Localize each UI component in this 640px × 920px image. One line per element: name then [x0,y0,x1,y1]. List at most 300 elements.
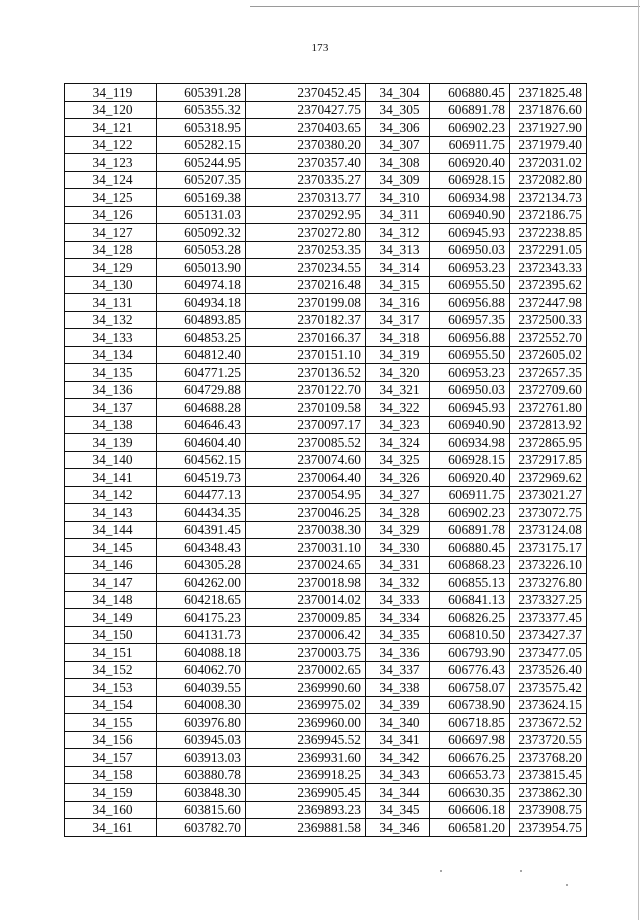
table-row [65,101,587,119]
x-coordinate-right-cell: 606891.78 [430,521,510,539]
table-row [65,749,587,767]
x-coordinate-right-cell: 606826.25 [430,609,510,627]
x-coordinate-right-cell: 606928.15 [430,171,510,189]
table-row [65,731,587,749]
x-coordinate-right-cell: 606697.98 [430,731,510,749]
x-coordinate-left-cell: 605207.35 [157,171,246,189]
x-coordinate-left-cell: 604039.55 [157,679,246,697]
table-row [65,294,587,312]
point-id-right-cell: 34_315 [366,276,430,294]
y-coordinate-left-cell: 2369905.45 [246,784,366,802]
y-coordinate-left-cell: 2370182.37 [246,311,366,329]
y-coordinate-right-cell: 2372709.60 [510,381,587,399]
point-id-left-cell: 34_147 [65,574,157,592]
table-row [65,679,587,697]
scan-edge-right [638,0,639,920]
table-row [65,416,587,434]
y-coordinate-right-cell: 2372343.33 [510,259,587,277]
y-coordinate-right-cell: 2373226.10 [510,556,587,574]
y-coordinate-right-cell: 2372865.95 [510,434,587,452]
y-coordinate-left-cell: 2370085.52 [246,434,366,452]
point-id-left-cell: 34_160 [65,801,157,819]
table-row [65,609,587,627]
y-coordinate-right-cell: 2372657.35 [510,364,587,382]
y-coordinate-left-cell: 2369893.23 [246,801,366,819]
x-coordinate-right-cell: 606738.90 [430,696,510,714]
table-row [65,801,587,819]
x-coordinate-right-cell: 606776.43 [430,661,510,679]
table-row [65,766,587,784]
y-coordinate-left-cell: 2370003.75 [246,644,366,662]
table-row [65,119,587,137]
y-coordinate-left-cell: 2370024.65 [246,556,366,574]
y-coordinate-left-cell: 2370253.35 [246,241,366,259]
x-coordinate-right-cell: 606934.98 [430,189,510,207]
x-coordinate-left-cell: 604604.40 [157,434,246,452]
point-id-left-cell: 34_127 [65,224,157,242]
table-row [65,434,587,452]
x-coordinate-left-cell: 604934.18 [157,294,246,312]
table-row [65,714,587,732]
point-id-left-cell: 34_146 [65,556,157,574]
point-id-left-cell: 34_155 [65,714,157,732]
y-coordinate-right-cell: 2372186.75 [510,206,587,224]
point-id-right-cell: 34_327 [366,486,430,504]
point-id-left-cell: 34_158 [65,766,157,784]
table-row [65,819,587,837]
y-coordinate-right-cell: 2371979.40 [510,136,587,154]
x-coordinate-left-cell: 604088.18 [157,644,246,662]
scan-speck [440,870,442,872]
table-row [65,206,587,224]
x-coordinate-left-cell: 604688.28 [157,399,246,417]
y-coordinate-left-cell: 2370109.58 [246,399,366,417]
table-row [65,521,587,539]
y-coordinate-left-cell: 2370074.60 [246,451,366,469]
x-coordinate-right-cell: 606950.03 [430,241,510,259]
x-coordinate-right-cell: 606902.23 [430,119,510,137]
x-coordinate-right-cell: 606880.45 [430,539,510,557]
y-coordinate-left-cell: 2370018.98 [246,574,366,592]
x-coordinate-left-cell: 603815.60 [157,801,246,819]
x-coordinate-right-cell: 606911.75 [430,486,510,504]
y-coordinate-left-cell: 2370031.10 [246,539,366,557]
point-id-right-cell: 34_306 [366,119,430,137]
scan-edge-top [250,6,640,7]
point-id-left-cell: 34_150 [65,626,157,644]
x-coordinate-right-cell: 606934.98 [430,434,510,452]
point-id-right-cell: 34_335 [366,626,430,644]
x-coordinate-right-cell: 606911.75 [430,136,510,154]
point-id-left-cell: 34_129 [65,259,157,277]
point-id-left-cell: 34_142 [65,486,157,504]
x-coordinate-right-cell: 606920.40 [430,154,510,172]
x-coordinate-left-cell: 604434.35 [157,504,246,522]
point-id-left-cell: 34_145 [65,539,157,557]
x-coordinate-right-cell: 606940.90 [430,416,510,434]
point-id-left-cell: 34_123 [65,154,157,172]
x-coordinate-left-cell: 603848.30 [157,784,246,802]
x-coordinate-right-cell: 606945.93 [430,399,510,417]
y-coordinate-right-cell: 2373377.45 [510,609,587,627]
y-coordinate-right-cell: 2373021.27 [510,486,587,504]
table-row [65,469,587,487]
x-coordinate-left-cell: 605092.32 [157,224,246,242]
x-coordinate-left-cell: 603880.78 [157,766,246,784]
x-coordinate-left-cell: 604477.13 [157,486,246,504]
y-coordinate-left-cell: 2370335.27 [246,171,366,189]
x-coordinate-left-cell: 605282.15 [157,136,246,154]
x-coordinate-left-cell: 604974.18 [157,276,246,294]
point-id-right-cell: 34_343 [366,766,430,784]
point-id-left-cell: 34_125 [65,189,157,207]
y-coordinate-right-cell: 2373768.20 [510,749,587,767]
y-coordinate-left-cell: 2369881.58 [246,819,366,837]
x-coordinate-right-cell: 606955.50 [430,346,510,364]
point-id-right-cell: 34_313 [366,241,430,259]
x-coordinate-right-cell: 606630.35 [430,784,510,802]
point-id-right-cell: 34_304 [366,84,430,102]
point-id-left-cell: 34_138 [65,416,157,434]
x-coordinate-right-cell: 606955.50 [430,276,510,294]
point-id-left-cell: 34_151 [65,644,157,662]
y-coordinate-left-cell: 2370292.95 [246,206,366,224]
point-id-right-cell: 34_309 [366,171,430,189]
point-id-left-cell: 34_121 [65,119,157,137]
point-id-right-cell: 34_339 [366,696,430,714]
table-row [65,661,587,679]
y-coordinate-left-cell: 2369945.52 [246,731,366,749]
point-id-right-cell: 34_307 [366,136,430,154]
point-id-left-cell: 34_154 [65,696,157,714]
y-coordinate-right-cell: 2371927.90 [510,119,587,137]
point-id-left-cell: 34_137 [65,399,157,417]
point-id-left-cell: 34_132 [65,311,157,329]
y-coordinate-right-cell: 2373908.75 [510,801,587,819]
point-id-right-cell: 34_311 [366,206,430,224]
table-row [65,644,587,662]
point-id-right-cell: 34_346 [366,819,430,837]
table-row [65,364,587,382]
x-coordinate-right-cell: 606950.03 [430,381,510,399]
scan-speck [566,884,568,886]
point-id-left-cell: 34_148 [65,591,157,609]
x-coordinate-right-cell: 606606.18 [430,801,510,819]
x-coordinate-left-cell: 604062.70 [157,661,246,679]
x-coordinate-left-cell: 604729.88 [157,381,246,399]
point-id-right-cell: 34_312 [366,224,430,242]
y-coordinate-left-cell: 2370272.80 [246,224,366,242]
table-row [65,311,587,329]
point-id-left-cell: 34_128 [65,241,157,259]
point-id-left-cell: 34_133 [65,329,157,347]
point-id-right-cell: 34_344 [366,784,430,802]
x-coordinate-right-cell: 606891.78 [430,101,510,119]
y-coordinate-left-cell: 2370046.25 [246,504,366,522]
table-row [65,381,587,399]
x-coordinate-left-cell: 604562.15 [157,451,246,469]
x-coordinate-right-cell: 606957.35 [430,311,510,329]
y-coordinate-left-cell: 2370064.40 [246,469,366,487]
point-id-left-cell: 34_130 [65,276,157,294]
point-id-left-cell: 34_149 [65,609,157,627]
y-coordinate-right-cell: 2371825.48 [510,84,587,102]
point-id-left-cell: 34_140 [65,451,157,469]
x-coordinate-left-cell: 605131.03 [157,206,246,224]
coordinates-table-body [65,84,587,837]
y-coordinate-right-cell: 2373575.42 [510,679,587,697]
x-coordinate-right-cell: 606920.40 [430,469,510,487]
y-coordinate-right-cell: 2371876.60 [510,101,587,119]
page-number: 173 [311,42,329,54]
table-row [65,696,587,714]
y-coordinate-right-cell: 2373526.40 [510,661,587,679]
table-row [65,574,587,592]
x-coordinate-left-cell: 605355.32 [157,101,246,119]
y-coordinate-left-cell: 2370427.75 [246,101,366,119]
x-coordinate-left-cell: 604008.30 [157,696,246,714]
y-coordinate-left-cell: 2370199.08 [246,294,366,312]
y-coordinate-left-cell: 2370216.48 [246,276,366,294]
x-coordinate-right-cell: 606956.88 [430,294,510,312]
point-id-right-cell: 34_334 [366,609,430,627]
point-id-right-cell: 34_331 [366,556,430,574]
x-coordinate-right-cell: 606868.23 [430,556,510,574]
point-id-left-cell: 34_119 [65,84,157,102]
y-coordinate-left-cell: 2370054.95 [246,486,366,504]
point-id-left-cell: 34_120 [65,101,157,119]
y-coordinate-left-cell: 2370002.65 [246,661,366,679]
x-coordinate-right-cell: 606953.23 [430,259,510,277]
y-coordinate-right-cell: 2372082.80 [510,171,587,189]
table-row [65,399,587,417]
x-coordinate-left-cell: 604771.25 [157,364,246,382]
table-row [65,224,587,242]
y-coordinate-left-cell: 2370357.40 [246,154,366,172]
x-coordinate-left-cell: 605053.28 [157,241,246,259]
y-coordinate-right-cell: 2373815.45 [510,766,587,784]
y-coordinate-right-cell: 2372969.62 [510,469,587,487]
point-id-right-cell: 34_314 [366,259,430,277]
point-id-left-cell: 34_131 [65,294,157,312]
y-coordinate-right-cell: 2373862.30 [510,784,587,802]
x-coordinate-left-cell: 604131.73 [157,626,246,644]
point-id-left-cell: 34_126 [65,206,157,224]
table-row [65,539,587,557]
y-coordinate-left-cell: 2369918.25 [246,766,366,784]
y-coordinate-left-cell: 2370038.30 [246,521,366,539]
y-coordinate-right-cell: 2373124.08 [510,521,587,539]
point-id-right-cell: 34_333 [366,591,430,609]
y-coordinate-right-cell: 2373624.15 [510,696,587,714]
point-id-right-cell: 34_321 [366,381,430,399]
y-coordinate-left-cell: 2370009.85 [246,609,366,627]
point-id-right-cell: 34_323 [366,416,430,434]
x-coordinate-right-cell: 606902.23 [430,504,510,522]
x-coordinate-left-cell: 604175.23 [157,609,246,627]
point-id-right-cell: 34_319 [366,346,430,364]
x-coordinate-right-cell: 606758.07 [430,679,510,697]
table-row [65,154,587,172]
y-coordinate-left-cell: 2370006.42 [246,626,366,644]
x-coordinate-left-cell: 604812.40 [157,346,246,364]
table-row [65,784,587,802]
point-id-left-cell: 34_124 [65,171,157,189]
y-coordinate-left-cell: 2370151.10 [246,346,366,364]
table-row [65,556,587,574]
x-coordinate-left-cell: 604893.85 [157,311,246,329]
y-coordinate-right-cell: 2372552.70 [510,329,587,347]
table-row [65,136,587,154]
y-coordinate-right-cell: 2372134.73 [510,189,587,207]
table-row [65,276,587,294]
table-row [65,591,587,609]
y-coordinate-left-cell: 2370452.45 [246,84,366,102]
x-coordinate-left-cell: 605318.95 [157,119,246,137]
y-coordinate-left-cell: 2369931.60 [246,749,366,767]
y-coordinate-left-cell: 2370380.20 [246,136,366,154]
y-coordinate-left-cell: 2370014.02 [246,591,366,609]
y-coordinate-right-cell: 2372813.92 [510,416,587,434]
y-coordinate-right-cell: 2373427.37 [510,626,587,644]
point-id-right-cell: 34_328 [366,504,430,522]
x-coordinate-right-cell: 606653.73 [430,766,510,784]
x-coordinate-left-cell: 605391.28 [157,84,246,102]
point-id-left-cell: 34_122 [65,136,157,154]
y-coordinate-left-cell: 2370234.55 [246,259,366,277]
y-coordinate-left-cell: 2369975.02 [246,696,366,714]
table-row [65,189,587,207]
point-id-right-cell: 34_324 [366,434,430,452]
y-coordinate-left-cell: 2370313.77 [246,189,366,207]
point-id-left-cell: 34_139 [65,434,157,452]
point-id-left-cell: 34_157 [65,749,157,767]
point-id-right-cell: 34_336 [366,644,430,662]
point-id-right-cell: 34_345 [366,801,430,819]
table-row [65,346,587,364]
point-id-left-cell: 34_153 [65,679,157,697]
y-coordinate-right-cell: 2373720.55 [510,731,587,749]
x-coordinate-right-cell: 606841.13 [430,591,510,609]
point-id-right-cell: 34_325 [366,451,430,469]
x-coordinate-right-cell: 606793.90 [430,644,510,662]
table-row [65,451,587,469]
y-coordinate-right-cell: 2373072.75 [510,504,587,522]
x-coordinate-right-cell: 606676.25 [430,749,510,767]
point-id-right-cell: 34_341 [366,731,430,749]
x-coordinate-right-cell: 606928.15 [430,451,510,469]
x-coordinate-left-cell: 604348.43 [157,539,246,557]
x-coordinate-right-cell: 606945.93 [430,224,510,242]
y-coordinate-left-cell: 2370166.37 [246,329,366,347]
point-id-left-cell: 34_136 [65,381,157,399]
x-coordinate-left-cell: 604262.00 [157,574,246,592]
point-id-right-cell: 34_340 [366,714,430,732]
table-row [65,626,587,644]
x-coordinate-left-cell: 605013.90 [157,259,246,277]
y-coordinate-left-cell: 2370136.52 [246,364,366,382]
y-coordinate-left-cell: 2369990.60 [246,679,366,697]
point-id-right-cell: 34_320 [366,364,430,382]
point-id-right-cell: 34_337 [366,661,430,679]
table-row [65,259,587,277]
y-coordinate-right-cell: 2373327.25 [510,591,587,609]
table-row [65,84,587,102]
x-coordinate-left-cell: 604646.43 [157,416,246,434]
x-coordinate-left-cell: 604519.73 [157,469,246,487]
y-coordinate-right-cell: 2373954.75 [510,819,587,837]
coordinates-table [64,83,587,837]
point-id-right-cell: 34_322 [366,399,430,417]
table-row [65,329,587,347]
y-coordinate-right-cell: 2372761.80 [510,399,587,417]
y-coordinate-right-cell: 2372917.85 [510,451,587,469]
x-coordinate-right-cell: 606940.90 [430,206,510,224]
table-row [65,504,587,522]
x-coordinate-left-cell: 605169.38 [157,189,246,207]
x-coordinate-right-cell: 606956.88 [430,329,510,347]
y-coordinate-left-cell: 2370097.17 [246,416,366,434]
point-id-left-cell: 34_134 [65,346,157,364]
point-id-right-cell: 34_332 [366,574,430,592]
point-id-right-cell: 34_317 [366,311,430,329]
y-coordinate-right-cell: 2372395.62 [510,276,587,294]
point-id-left-cell: 34_141 [65,469,157,487]
x-coordinate-left-cell: 603945.03 [157,731,246,749]
x-coordinate-left-cell: 603976.80 [157,714,246,732]
table-row [65,241,587,259]
y-coordinate-right-cell: 2373276.80 [510,574,587,592]
x-coordinate-left-cell: 605244.95 [157,154,246,172]
x-coordinate-right-cell: 606953.23 [430,364,510,382]
y-coordinate-right-cell: 2373672.52 [510,714,587,732]
x-coordinate-right-cell: 606880.45 [430,84,510,102]
point-id-right-cell: 34_326 [366,469,430,487]
x-coordinate-left-cell: 603913.03 [157,749,246,767]
y-coordinate-left-cell: 2369960.00 [246,714,366,732]
y-coordinate-right-cell: 2372031.02 [510,154,587,172]
x-coordinate-right-cell: 606581.20 [430,819,510,837]
y-coordinate-right-cell: 2373477.05 [510,644,587,662]
point-id-left-cell: 34_152 [65,661,157,679]
point-id-right-cell: 34_308 [366,154,430,172]
x-coordinate-left-cell: 604391.45 [157,521,246,539]
y-coordinate-left-cell: 2370403.65 [246,119,366,137]
x-coordinate-left-cell: 603782.70 [157,819,246,837]
point-id-left-cell: 34_156 [65,731,157,749]
x-coordinate-right-cell: 606855.13 [430,574,510,592]
point-id-left-cell: 34_143 [65,504,157,522]
y-coordinate-right-cell: 2372291.05 [510,241,587,259]
x-coordinate-right-cell: 606810.50 [430,626,510,644]
x-coordinate-left-cell: 604218.65 [157,591,246,609]
y-coordinate-right-cell: 2372447.98 [510,294,587,312]
point-id-right-cell: 34_305 [366,101,430,119]
scan-speck [520,870,522,872]
point-id-left-cell: 34_159 [65,784,157,802]
point-id-right-cell: 34_342 [366,749,430,767]
point-id-left-cell: 34_144 [65,521,157,539]
point-id-right-cell: 34_338 [366,679,430,697]
point-id-right-cell: 34_310 [366,189,430,207]
point-id-left-cell: 34_161 [65,819,157,837]
point-id-right-cell: 34_330 [366,539,430,557]
y-coordinate-left-cell: 2370122.70 [246,381,366,399]
x-coordinate-left-cell: 604305.28 [157,556,246,574]
y-coordinate-right-cell: 2372605.02 [510,346,587,364]
x-coordinate-right-cell: 606718.85 [430,714,510,732]
point-id-left-cell: 34_135 [65,364,157,382]
